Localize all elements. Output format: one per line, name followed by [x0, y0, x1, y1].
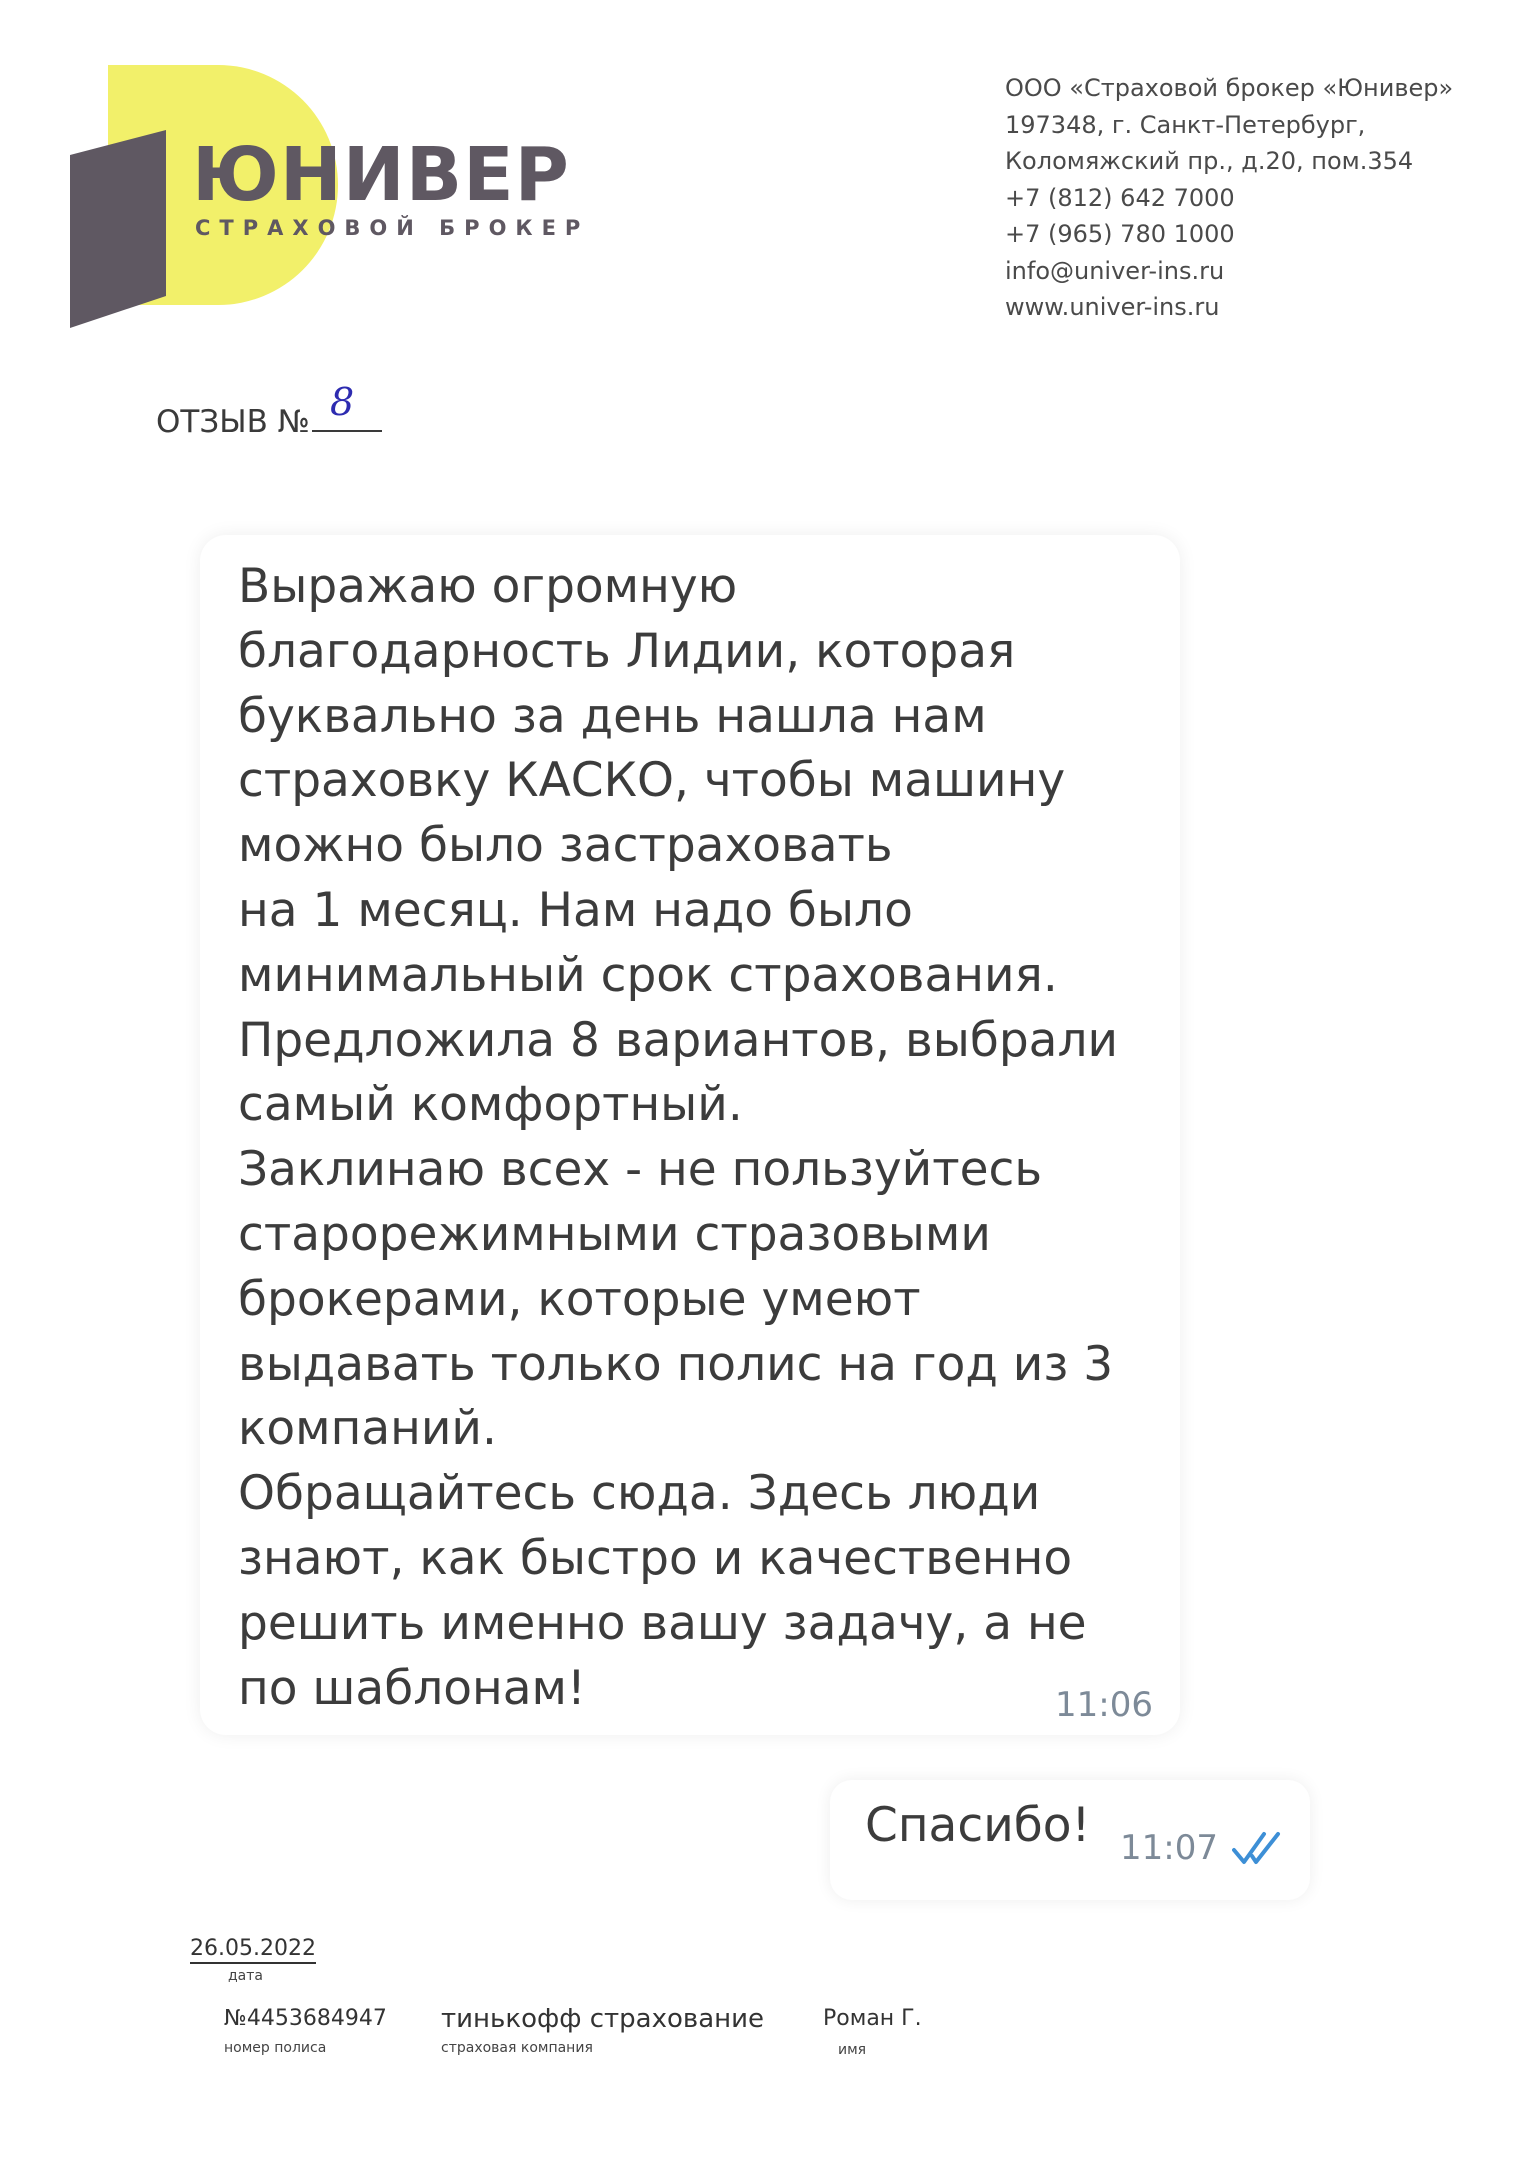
- customer-name-label: имя: [838, 2042, 867, 2058]
- company-name: ООО «Страховой брокер «Юнивер»: [1005, 74, 1454, 102]
- review-number-handwritten: 8: [329, 380, 355, 424]
- review-number-heading: [156, 380, 382, 440]
- logo-gray-shape: [70, 130, 166, 328]
- address-line-2: Коломяжский пр., д.20, пом.354: [1005, 147, 1414, 175]
- logo-brand-text: ЮНИВЕР: [192, 132, 570, 218]
- incoming-message-time: 11:06: [1055, 1685, 1153, 1725]
- email: info@univer-ins.ru: [1005, 256, 1225, 285]
- date-label: дата: [228, 1968, 263, 1984]
- incoming-message-text: Выражаю огромную благодарность Лидии, которая буквально за день нашла нам страховку КАСКО, чтобы машину можно было застраховать на 1 месяц. Нам надо было минимальный срок страхования. Предложила 8 вариантов, выбрали самый комфортный. Заклинаю всех - не пользуйтесь старорежимными стразовыми брокерами, которые умеют выдавать только полис на год из 3 компаний. Обращайтесь сюда. Здесь люди знают, как быстро и качественно решить именно вашу задачу, а не по шаблонам!: [238, 559, 1119, 1716]
- policy-number-label: номер полиса: [224, 2040, 327, 2056]
- policy-number-value: №4453684947: [224, 2006, 387, 2031]
- phone-2: +7 (965) 780 1000: [1005, 220, 1235, 248]
- review-number-label: ОТЗЫВ №: [156, 404, 310, 440]
- website: www.univer-ins.ru: [1005, 293, 1220, 321]
- logo-subtitle-text: СТРАХОВОЙ БРОКЕР: [195, 216, 590, 240]
- outgoing-message-text: Спасибо!: [865, 1798, 1091, 1853]
- date-value: 26.05.2022: [190, 1936, 316, 1964]
- insurance-company-label: страховая компания: [441, 2040, 593, 2056]
- double-check-read-icon: [1232, 1830, 1288, 1866]
- review-number-field: [312, 380, 382, 432]
- outgoing-message-time: 11:07: [1120, 1828, 1218, 1868]
- phone-1: +7 (812) 642 7000: [1005, 183, 1235, 212]
- insurance-company-value: тинькофф страхование: [441, 2004, 765, 2034]
- company-contacts: [1005, 70, 1453, 326]
- customer-name-value: Роман Г.: [823, 2006, 922, 2031]
- address-line-1: 197348, г. Санкт-Петербург,: [1005, 110, 1366, 139]
